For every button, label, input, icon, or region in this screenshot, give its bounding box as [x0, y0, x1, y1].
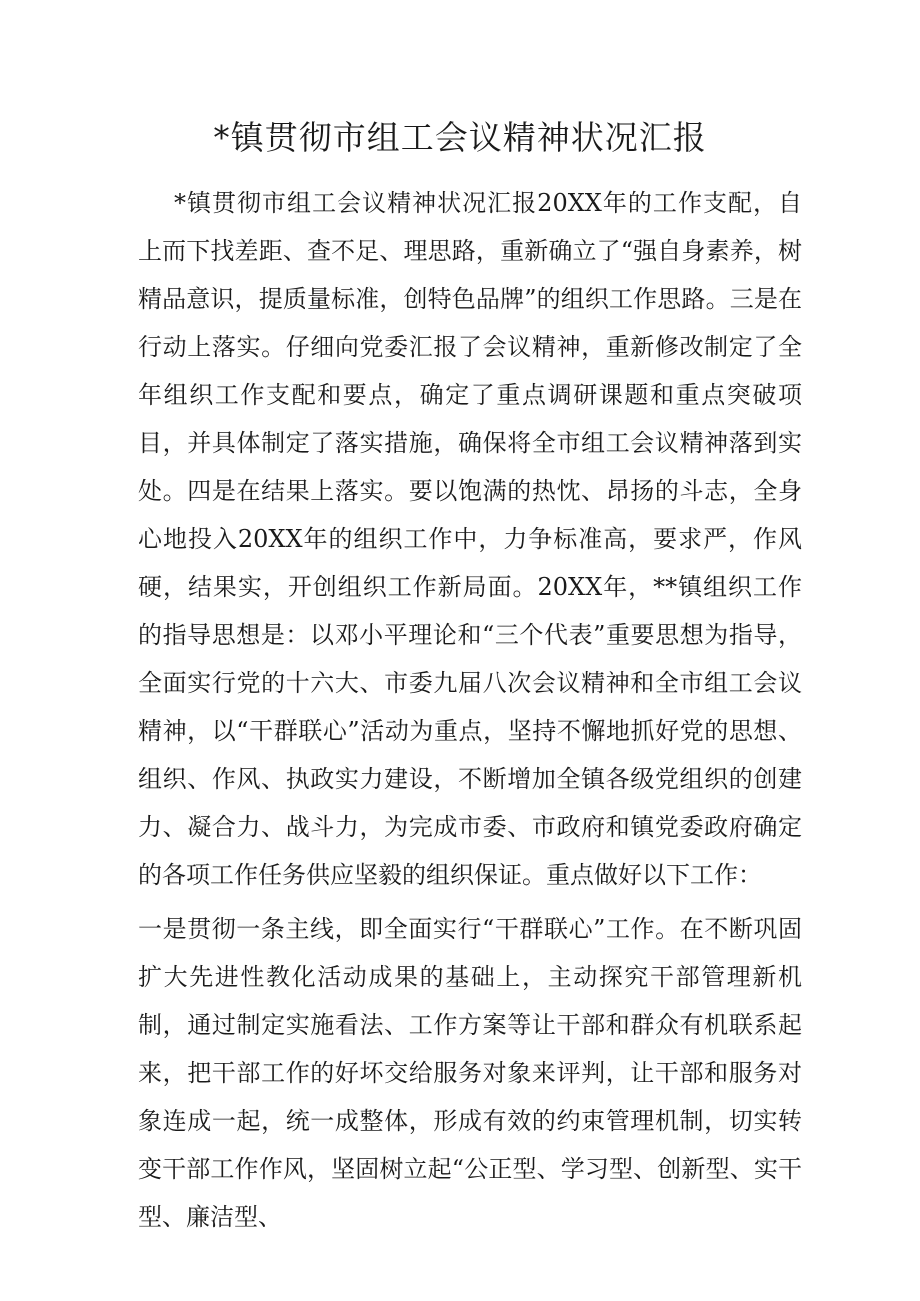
body-paragraph-1: *镇贯彻市组工会议精神状况汇报20XX年的工作支配，自上而下找差距、查不足、理思路，重新确立了“强自身素养，树精品意识，提质量标准，创特色品牌”的组织工作思路。三是在行动上落实。仔细向党委汇报了会议精神，重新修改制定了全年组织工作支配和要点，确定了重点调研课题和重点突破项目，并具体制定了落实措施，确保将全市组工会议精神落到实处。四是在结果上落实。要以饱满的热忱、昂扬的斗志，全身心地投入20XX年的组织工作中，力争标准高，要求严，作风硬，结果实，开创组织工作新局面。20XX年，**镇组织工作的指导思想是：以邓小平理论和“三个代表”重要思想为指导，全面实行党的十六大、市委九届八次会议精神和全市组工会议精神，以“干群联心”活动为重点，坚持不懈地抓好党的思想、组织、作风、执政实力建设，不断增加全镇各级党组织的创建力、凝合力、战斗力，为完成市委、市政府和镇党委政府确定的各项工作任务供应坚毅的组织保证。重点做好以下工作： — [138, 189, 802, 889]
body-paragraph-2: 一是贯彻一条主线，即全面实行“干群联心”工作。在不断巩固扩大先进性教化活动成果的基础上，主动探究干部管理新机制，通过制定实施看法、工作方案等让干部和群众有机联系起来，把干部工作的好坏交给服务对象来评判，让干部和服务对象连成一起，统一成整体，形成有效的约束管理机制，切实转变干部工作作风，坚固树立起“公正型、学习型、创新型、实干型、廉洁型、 — [138, 915, 802, 1231]
document-title: *镇贯彻市组工会议精神状况汇报 — [213, 118, 707, 157]
